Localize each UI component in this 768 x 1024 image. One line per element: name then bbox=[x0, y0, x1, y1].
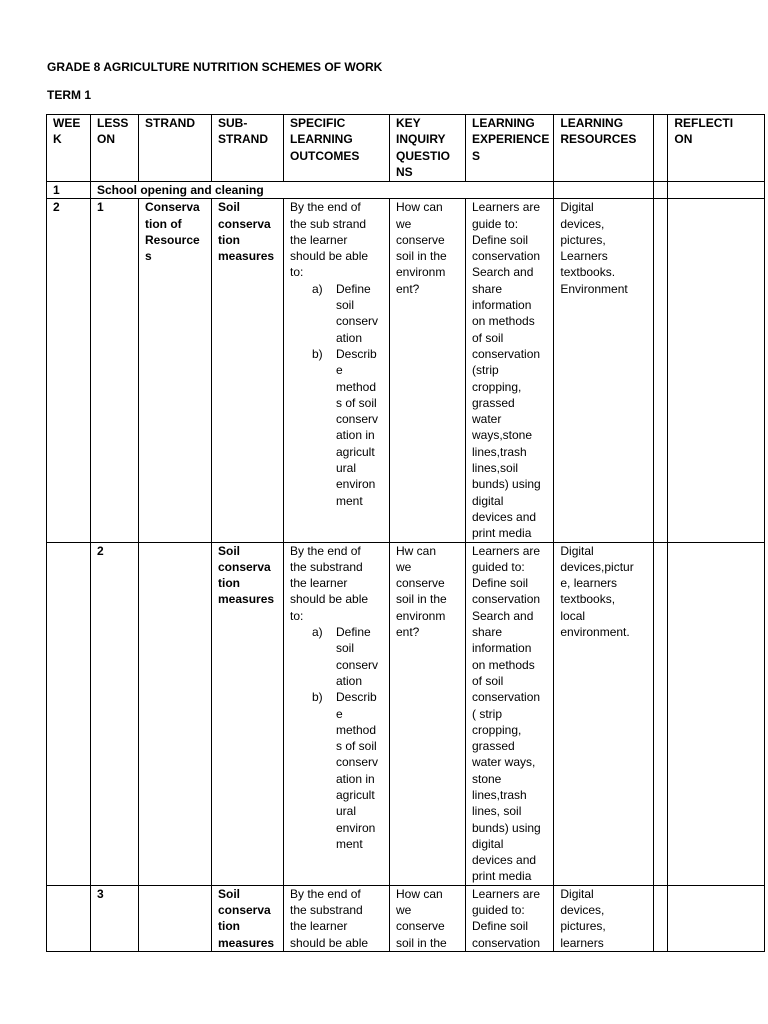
column-header-line: OUTCOMES bbox=[290, 148, 360, 163]
resources-cell-line: Digital bbox=[560, 543, 594, 558]
outcome-text-line: Describ bbox=[336, 346, 377, 361]
experiences-cell-line: conservation bbox=[472, 935, 541, 950]
term-label: TERM 1 bbox=[47, 88, 92, 102]
outcome-text bbox=[336, 624, 385, 689]
column-header-line: LEARNING bbox=[560, 116, 624, 130]
column-header bbox=[554, 115, 654, 182]
spacer-cell bbox=[654, 182, 668, 199]
table-row bbox=[47, 542, 765, 885]
key-questions-cell-line: Hw can bbox=[396, 543, 437, 558]
experiences-cell-line: bunds) using bbox=[472, 820, 541, 835]
outcome-text-line: Describ bbox=[336, 690, 377, 705]
key-questions-cell-line: soil in the bbox=[396, 592, 447, 607]
outcomes-cell-line: the sub strand bbox=[290, 216, 367, 231]
lesson-cell: 1 bbox=[91, 199, 139, 542]
column-header-line: NS bbox=[396, 164, 413, 179]
experiences-cell-line: on methods bbox=[472, 657, 535, 672]
resources-cell-line: Environment bbox=[560, 281, 628, 296]
column-header-line: S bbox=[472, 148, 481, 163]
outcome-text-line: agricult bbox=[336, 444, 375, 459]
outcomes-cell-line: the learner bbox=[290, 576, 348, 591]
reflection-cell bbox=[668, 199, 765, 542]
experiences-cell-line: lines,trash bbox=[472, 787, 527, 802]
outcome-item bbox=[312, 624, 385, 689]
outcomes-cell-line: to: bbox=[290, 608, 304, 623]
experiences-cell-line: information bbox=[472, 641, 532, 656]
experiences-cell-line: conservation bbox=[472, 690, 541, 705]
resources-cell-line: devices, bbox=[560, 216, 605, 231]
outcome-text-line: ation bbox=[336, 330, 363, 345]
resources-cell-line: pictures, bbox=[560, 232, 606, 247]
column-header bbox=[47, 115, 91, 182]
key-questions-cell-line: How can bbox=[396, 200, 443, 215]
resources-cell-line: Digital bbox=[560, 200, 594, 215]
outcome-text-line: conserv bbox=[336, 314, 379, 329]
table-row-opening bbox=[47, 182, 765, 199]
column-header bbox=[654, 115, 668, 182]
table-header-row bbox=[47, 115, 765, 182]
resources-cell bbox=[554, 199, 654, 542]
resources-cell-line: learners bbox=[560, 935, 604, 950]
key-questions-cell-line: conserve bbox=[396, 919, 445, 934]
reflection-cell bbox=[668, 182, 765, 199]
sub-strand-cell-line: Soil bbox=[218, 200, 241, 215]
reflection-cell bbox=[668, 542, 765, 885]
column-header-line: INQUIRY bbox=[396, 132, 446, 147]
experiences-cell-line: cropping, bbox=[472, 722, 522, 737]
key-questions-cell-line: conserve bbox=[396, 232, 445, 247]
resources-cell-line: Digital bbox=[560, 886, 594, 901]
outcomes-cell-line: should be able bbox=[290, 935, 369, 950]
experiences-cell-line: devices and bbox=[472, 509, 537, 524]
key-questions-cell-line: we bbox=[396, 559, 412, 574]
outcome-text-line: ment bbox=[336, 836, 363, 851]
experiences-cell-line: ( strip bbox=[472, 706, 502, 721]
resources-cell-line: devices, bbox=[560, 903, 605, 918]
experiences-cell-line: share bbox=[472, 625, 503, 640]
experiences-cell-line: print media bbox=[472, 526, 532, 541]
experiences-cell-line: bunds) using bbox=[472, 477, 541, 492]
spacer-cell bbox=[654, 542, 668, 885]
sub-strand-cell bbox=[212, 885, 284, 951]
strand-cell bbox=[139, 885, 212, 951]
experiences-cell-line: stone bbox=[472, 771, 502, 786]
outcome-text-line: e bbox=[336, 706, 343, 721]
experiences-cell-line: Define soil bbox=[472, 919, 529, 934]
sub-strand-cell bbox=[212, 542, 284, 885]
experiences-cell-line: digital bbox=[472, 836, 504, 851]
sub-strand-cell-line: conserva bbox=[218, 903, 271, 918]
outcome-text-line: environ bbox=[336, 477, 376, 492]
experiences-cell-line: guide to: bbox=[472, 216, 519, 231]
outcome-text-line: ation in bbox=[336, 771, 375, 786]
experiences-cell-line: digital bbox=[472, 493, 504, 508]
outcomes-cell bbox=[284, 542, 390, 885]
experiences-cell-line: guided to: bbox=[472, 559, 525, 574]
outcome-text-line: conserv bbox=[336, 755, 379, 770]
experiences-cell-line: grassed bbox=[472, 739, 515, 754]
outcomes-cell-line: to: bbox=[290, 265, 304, 280]
experiences-cell-line: conservation bbox=[472, 346, 541, 361]
column-header-line: SUB- bbox=[218, 116, 248, 130]
resources-cell-line: devices,pictur bbox=[560, 559, 634, 574]
outcomes-cell-line: the learner bbox=[290, 232, 348, 247]
column-header-line: STRAND bbox=[145, 116, 195, 130]
key-questions-cell-line: soil in the bbox=[396, 935, 447, 950]
outcome-text-line: method bbox=[336, 379, 377, 394]
experiences-cell-line: lines,trash bbox=[472, 444, 527, 459]
column-header-line: REFLECTI bbox=[674, 116, 734, 130]
experiences-cell-line: of soil bbox=[472, 673, 504, 688]
week-cell: 2 bbox=[47, 199, 91, 542]
experiences-cell-line: Define soil bbox=[472, 232, 529, 247]
column-header-line: SPECIFIC bbox=[290, 116, 346, 130]
strand-cell bbox=[139, 542, 212, 885]
experiences-cell-line: share bbox=[472, 281, 503, 296]
key-questions-cell-line: environm bbox=[396, 265, 446, 280]
column-header-line: RESOURCES bbox=[560, 132, 637, 147]
experiences-cell bbox=[466, 885, 554, 951]
schemes-of-work-table bbox=[46, 114, 765, 952]
sub-strand-cell-line: conserva bbox=[218, 216, 271, 231]
outcome-text-line: ation in bbox=[336, 428, 375, 443]
outcome-marker: b) bbox=[312, 690, 323, 705]
experiences-cell-line: Learners are bbox=[472, 200, 541, 215]
key-questions-cell bbox=[390, 885, 466, 951]
outcomes-cell-line: the substrand bbox=[290, 903, 363, 918]
outcomes-cell-line: should be able bbox=[290, 592, 369, 607]
column-header bbox=[390, 115, 466, 182]
experiences-cell-line: (strip bbox=[472, 363, 499, 378]
document-title: GRADE 8 AGRICULTURE NUTRITION SCHEMES OF WORK bbox=[47, 60, 383, 74]
lesson-cell: 3 bbox=[91, 885, 139, 951]
column-header-line: STRAND bbox=[218, 132, 268, 147]
outcome-text-line: conserv bbox=[336, 657, 379, 672]
outcome-text-line: soil bbox=[336, 641, 355, 656]
key-questions-cell-line: soil in the bbox=[396, 249, 447, 264]
outcome-marker: a) bbox=[312, 625, 323, 640]
table-row bbox=[47, 199, 765, 542]
outcome-text-line: agricult bbox=[336, 787, 375, 802]
outcome-text-line: ural bbox=[336, 461, 357, 476]
spacer-cell bbox=[654, 885, 668, 951]
sub-strand-cell-line: tion bbox=[218, 919, 240, 934]
outcome-text bbox=[336, 689, 385, 852]
strand-cell-line: tion of bbox=[145, 216, 182, 231]
experiences-cell-line: Search and bbox=[472, 608, 534, 623]
outcome-marker: a) bbox=[312, 281, 323, 296]
column-header-line: KEY bbox=[396, 116, 421, 130]
column-header-line: LEARNING bbox=[290, 132, 353, 147]
outcome-text-line: e bbox=[336, 363, 343, 378]
experiences-cell-line: conservation bbox=[472, 249, 541, 264]
table-row bbox=[47, 885, 765, 951]
outcome-text-line: ment bbox=[336, 493, 363, 508]
sub-strand-cell-line: measures bbox=[218, 592, 275, 607]
outcome-marker: b) bbox=[312, 346, 323, 361]
outcome-item bbox=[312, 689, 385, 852]
resources-cell bbox=[554, 542, 654, 885]
resources-cell-line: Learners bbox=[560, 249, 608, 264]
outcomes-list bbox=[290, 624, 385, 852]
outcomes-cell-line: the learner bbox=[290, 919, 348, 934]
key-questions-cell-line: How can bbox=[396, 886, 443, 901]
outcome-text-line: ural bbox=[336, 804, 357, 819]
sub-strand-cell-line: Soil bbox=[218, 543, 241, 558]
experiences-cell-line: information bbox=[472, 298, 532, 313]
resources-cell-line: textbooks. bbox=[560, 265, 616, 280]
experiences-cell-line: on methods bbox=[472, 314, 535, 329]
experiences-cell-line: water ways, bbox=[472, 755, 536, 770]
strand-cell-line: Conserva bbox=[145, 200, 200, 215]
week-cell: 1 bbox=[47, 182, 91, 199]
outcomes-cell bbox=[284, 199, 390, 542]
experiences-cell-line: devices and bbox=[472, 853, 537, 868]
experiences-cell-line: conservation bbox=[472, 592, 541, 607]
column-header bbox=[212, 115, 284, 182]
outcome-text-line: conserv bbox=[336, 412, 379, 427]
spacer-cell bbox=[654, 199, 668, 542]
strand-cell-line: s bbox=[145, 249, 152, 264]
experiences-cell-line: guided to: bbox=[472, 903, 525, 918]
key-questions-cell-line: we bbox=[396, 216, 412, 231]
column-header-line: K bbox=[53, 132, 62, 147]
experiences-cell-line: Search and bbox=[472, 265, 534, 280]
resources-cell-line: textbooks, bbox=[560, 592, 616, 607]
experiences-cell bbox=[466, 199, 554, 542]
experiences-cell-line: lines, soil bbox=[472, 804, 522, 819]
sub-strand-cell-line: measures bbox=[218, 249, 275, 264]
resources-cell-line: e, learners bbox=[560, 576, 618, 591]
resources-cell-line: environment. bbox=[560, 625, 630, 640]
outcomes-cell-line: the substrand bbox=[290, 559, 363, 574]
outcome-text bbox=[336, 346, 385, 509]
outcome-text-line: s of soil bbox=[336, 395, 377, 410]
column-header-line: ON bbox=[674, 132, 693, 147]
column-header bbox=[284, 115, 390, 182]
outcome-text-line: Define bbox=[336, 625, 371, 640]
column-header bbox=[139, 115, 212, 182]
opening-text-cell: School opening and cleaning bbox=[91, 182, 554, 199]
strand-cell bbox=[139, 199, 212, 542]
outcomes-cell-line: should be able bbox=[290, 249, 369, 264]
key-questions-cell bbox=[390, 542, 466, 885]
column-header bbox=[91, 115, 139, 182]
outcomes-cell bbox=[284, 885, 390, 951]
sub-strand-cell bbox=[212, 199, 284, 542]
experiences-cell-line: Define soil bbox=[472, 576, 529, 591]
outcome-item bbox=[312, 346, 385, 509]
outcome-text bbox=[336, 281, 385, 346]
key-questions-cell-line: ent? bbox=[396, 625, 420, 640]
strand-cell-line: Resource bbox=[145, 232, 200, 247]
key-questions-cell-line: conserve bbox=[396, 576, 445, 591]
outcomes-cell-line: By the end of bbox=[290, 886, 361, 901]
key-questions-cell bbox=[390, 199, 466, 542]
experiences-cell-line: water bbox=[472, 412, 502, 427]
week-cell bbox=[47, 885, 91, 951]
experiences-cell-line: ways,stone bbox=[472, 428, 533, 443]
resources-cell bbox=[554, 885, 654, 951]
sub-strand-cell-line: tion bbox=[218, 232, 240, 247]
key-questions-cell-line: environm bbox=[396, 608, 446, 623]
resources-cell-line: local bbox=[560, 608, 586, 623]
column-header-line: LESS bbox=[97, 116, 129, 130]
outcome-item bbox=[312, 281, 385, 346]
column-header-line: EXPERIENCE bbox=[472, 132, 550, 147]
lesson-cell: 2 bbox=[91, 542, 139, 885]
experiences-cell-line: Learners are bbox=[472, 886, 541, 901]
experiences-cell-line: Learners are bbox=[472, 543, 541, 558]
experiences-cell-line: print media bbox=[472, 869, 532, 884]
experiences-cell-line: lines,soil bbox=[472, 461, 519, 476]
column-header bbox=[668, 115, 765, 182]
sub-strand-cell-line: conserva bbox=[218, 559, 271, 574]
outcome-text-line: s of soil bbox=[336, 739, 377, 754]
experiences-cell-line: cropping, bbox=[472, 379, 522, 394]
experiences-cell-line: of soil bbox=[472, 330, 504, 345]
column-header-line: LEARNING bbox=[472, 116, 535, 130]
outcomes-list bbox=[290, 281, 385, 509]
column-header-line: ON bbox=[97, 132, 115, 147]
sub-strand-cell-line: Soil bbox=[218, 886, 241, 901]
key-questions-cell-line: we bbox=[396, 903, 412, 918]
outcome-text-line: environ bbox=[336, 820, 376, 835]
sub-strand-cell-line: tion bbox=[218, 576, 240, 591]
outcomes-cell-line: By the end of bbox=[290, 200, 361, 215]
outcome-text-line: ation bbox=[336, 673, 363, 688]
experiences-cell bbox=[466, 542, 554, 885]
sub-strand-cell-line: measures bbox=[218, 935, 275, 950]
outcomes-cell-line: By the end of bbox=[290, 543, 361, 558]
week-cell bbox=[47, 542, 91, 885]
outcome-text-line: soil bbox=[336, 298, 355, 313]
outcome-text-line: method bbox=[336, 722, 377, 737]
outcome-text-line: Define bbox=[336, 281, 371, 296]
column-header bbox=[466, 115, 554, 182]
experiences-cell-line: grassed bbox=[472, 395, 515, 410]
resources-cell-line: pictures, bbox=[560, 919, 606, 934]
key-questions-cell-line: ent? bbox=[396, 281, 420, 296]
resources-cell bbox=[554, 182, 654, 199]
column-header-line: QUESTIO bbox=[396, 148, 451, 163]
reflection-cell bbox=[668, 885, 765, 951]
column-header-line: WEE bbox=[53, 116, 81, 130]
